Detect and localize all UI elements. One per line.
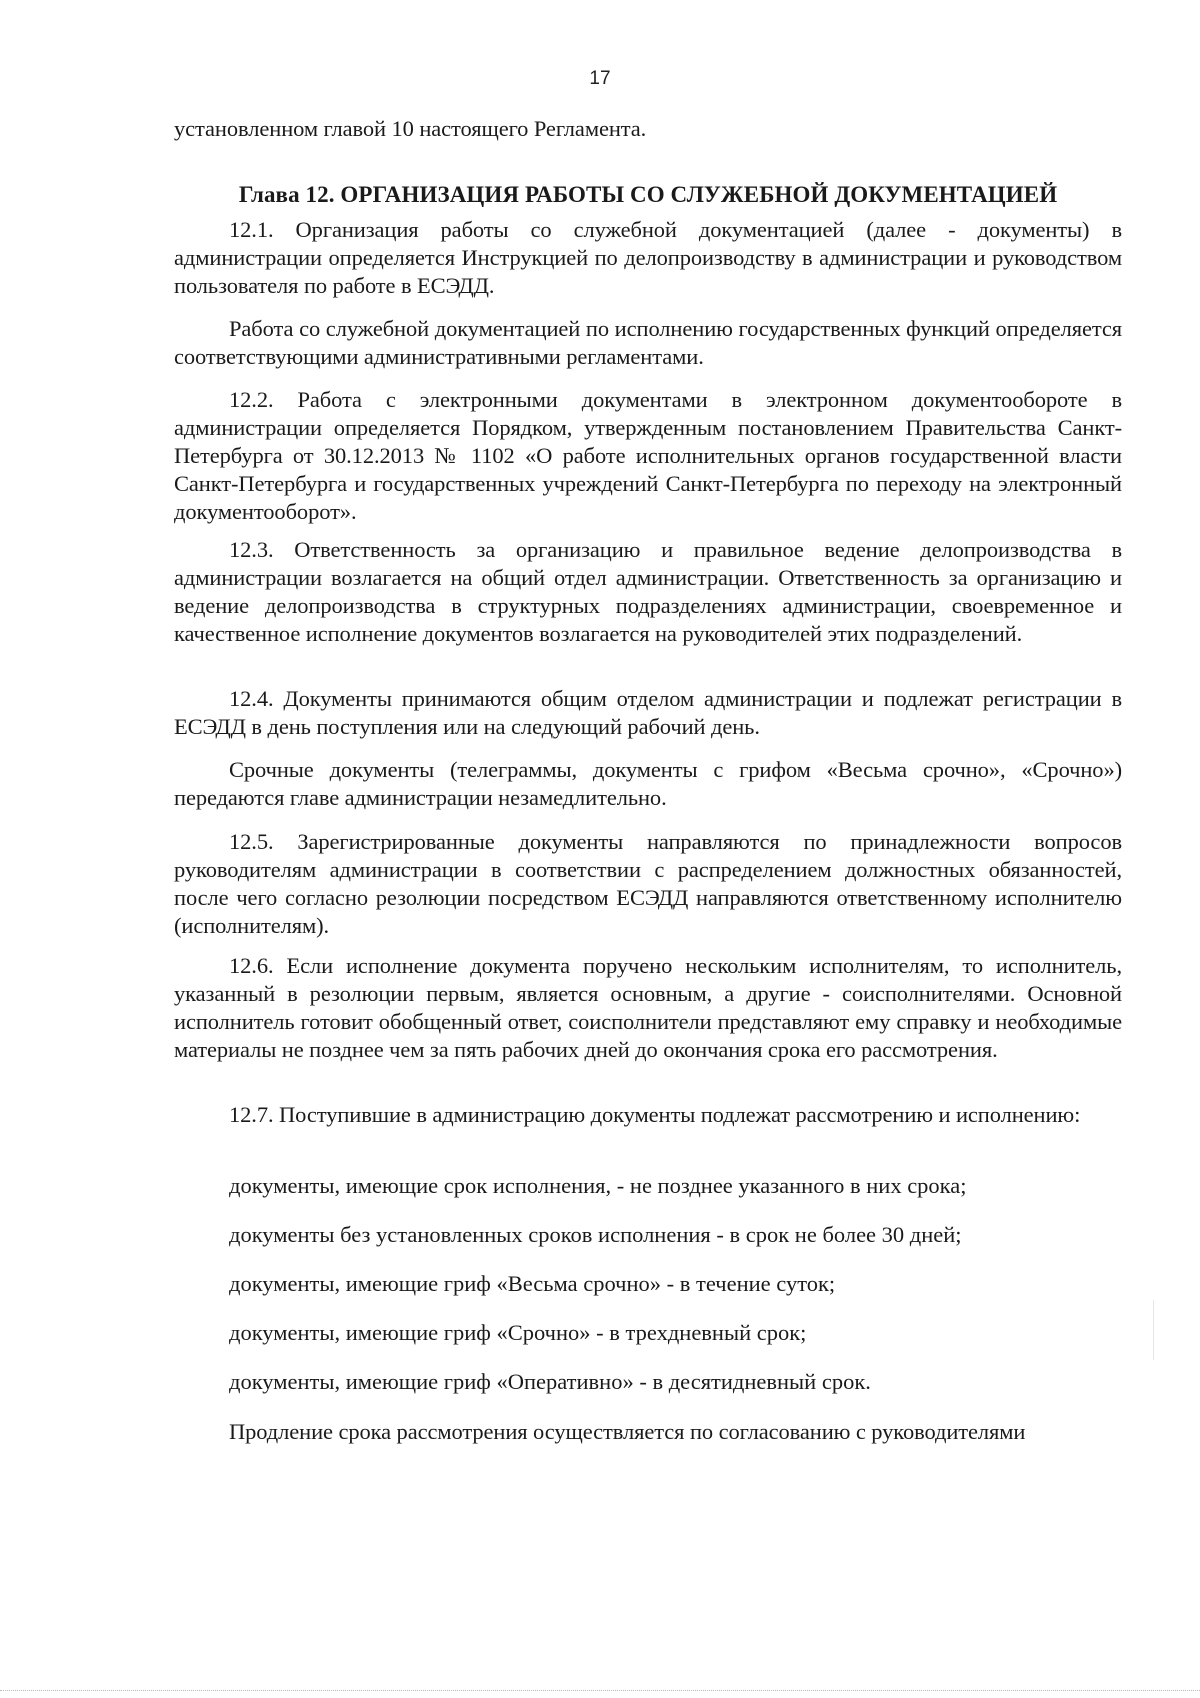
deadline-item: документы, имеющие гриф «Весьма срочно» - в течение суток; [229,1271,836,1296]
paragraph-12-3: 12.3. Ответственность за организацию и правильное ведение делопроизводства в администрации возлагается на общий отдел администрации. Ответственность за организацию и ведение делопроизводства в структурных подразделениях администрации, своевременное и качественное исполнение документов возлагается на руководителей этих подразделений. [174,537,1122,646]
closing-line: Продление срока рассмотрения осуществляется по согласованию с руководителями [229,1419,1026,1444]
paragraph-12-7: 12.7. Поступившие в администрацию документы подлежат рассмотрению и исполнению: [229,1102,1081,1127]
deadline-item: документы, имеющие гриф «Срочно» - в трехдневный срок; [229,1320,807,1345]
chapter-title: Глава 12. ОРГАНИЗАЦИЯ РАБОТЫ СО СЛУЖЕБНОЙ ДОКУМЕНТАЦИЕЙ [238,182,1058,207]
page-bottom-edge [0,1690,1200,1691]
intro-line: установленном главой 10 настоящего Регламента. [174,116,647,141]
paragraph-12-4-urgent: Срочные документы (телеграммы, документы с грифом «Весьма срочно», «Срочно») передаются главе администрации незамедлительно. [174,757,1122,810]
paragraph-12-1: 12.1. Организация работы со служебной документацией (далее - документы) в администрации определяется Инструкцией по делопроизводству в администрации и руководством пользователя по работе в ЕСЭДД. [174,217,1122,298]
deadline-item: документы, имеющие гриф «Оперативно» - в десятидневный срок. [229,1369,871,1394]
paragraph-12-4: 12.4. Документы принимаются общим отделом администрации и подлежат регистрации в ЕСЭДД в день поступления или на следующий рабочий день. [174,686,1122,739]
paragraph-12-5: 12.5. Зарегистрированные документы направляются по принадлежности вопросов руководителям администрации в соответствии с распределением должностных обязанностей, после чего согласно резолюции посредством ЕСЭДД направляются ответственному исполнителю (исполнителям). [174,829,1122,938]
paragraph-12-6: 12.6. Если исполнение документа поручено нескольким исполнителям, то исполнитель, указанный в резолюции первым, является основным, а другие - соисполнителями. Основной исполнитель готовит обобщенный ответ, соисполнители представляют ему справку и необходимые материалы не позднее чем за пять рабочих дней до окончания срока его рассмотрения. [174,953,1122,1062]
paragraph-12-1-functions: Работа со служебной документацией по исполнению государственных функций определяется соответствующими административными регламентами. [174,316,1122,369]
page-number: 17 [589,68,611,89]
paragraph-12-2: 12.2. Работа с электронными документами в электронном документообороте в администрации определяется Порядком, утвержденным постановлением Правительства Санкт-Петербурга от 30.12.2013 № 1102 «О работе исполнительных органов государственной власти Санкт-Петербурга и государственных учреждений Санкт-Петербурга по переходу на электронный документооборот». [174,387,1122,524]
deadline-item: документы без установленных сроков исполнения - в срок не более 30 дней; [229,1222,962,1247]
deadline-item: документы, имеющие срок исполнения, - не позднее указанного в них срока; [229,1173,967,1198]
scan-artifact [1153,1300,1154,1360]
